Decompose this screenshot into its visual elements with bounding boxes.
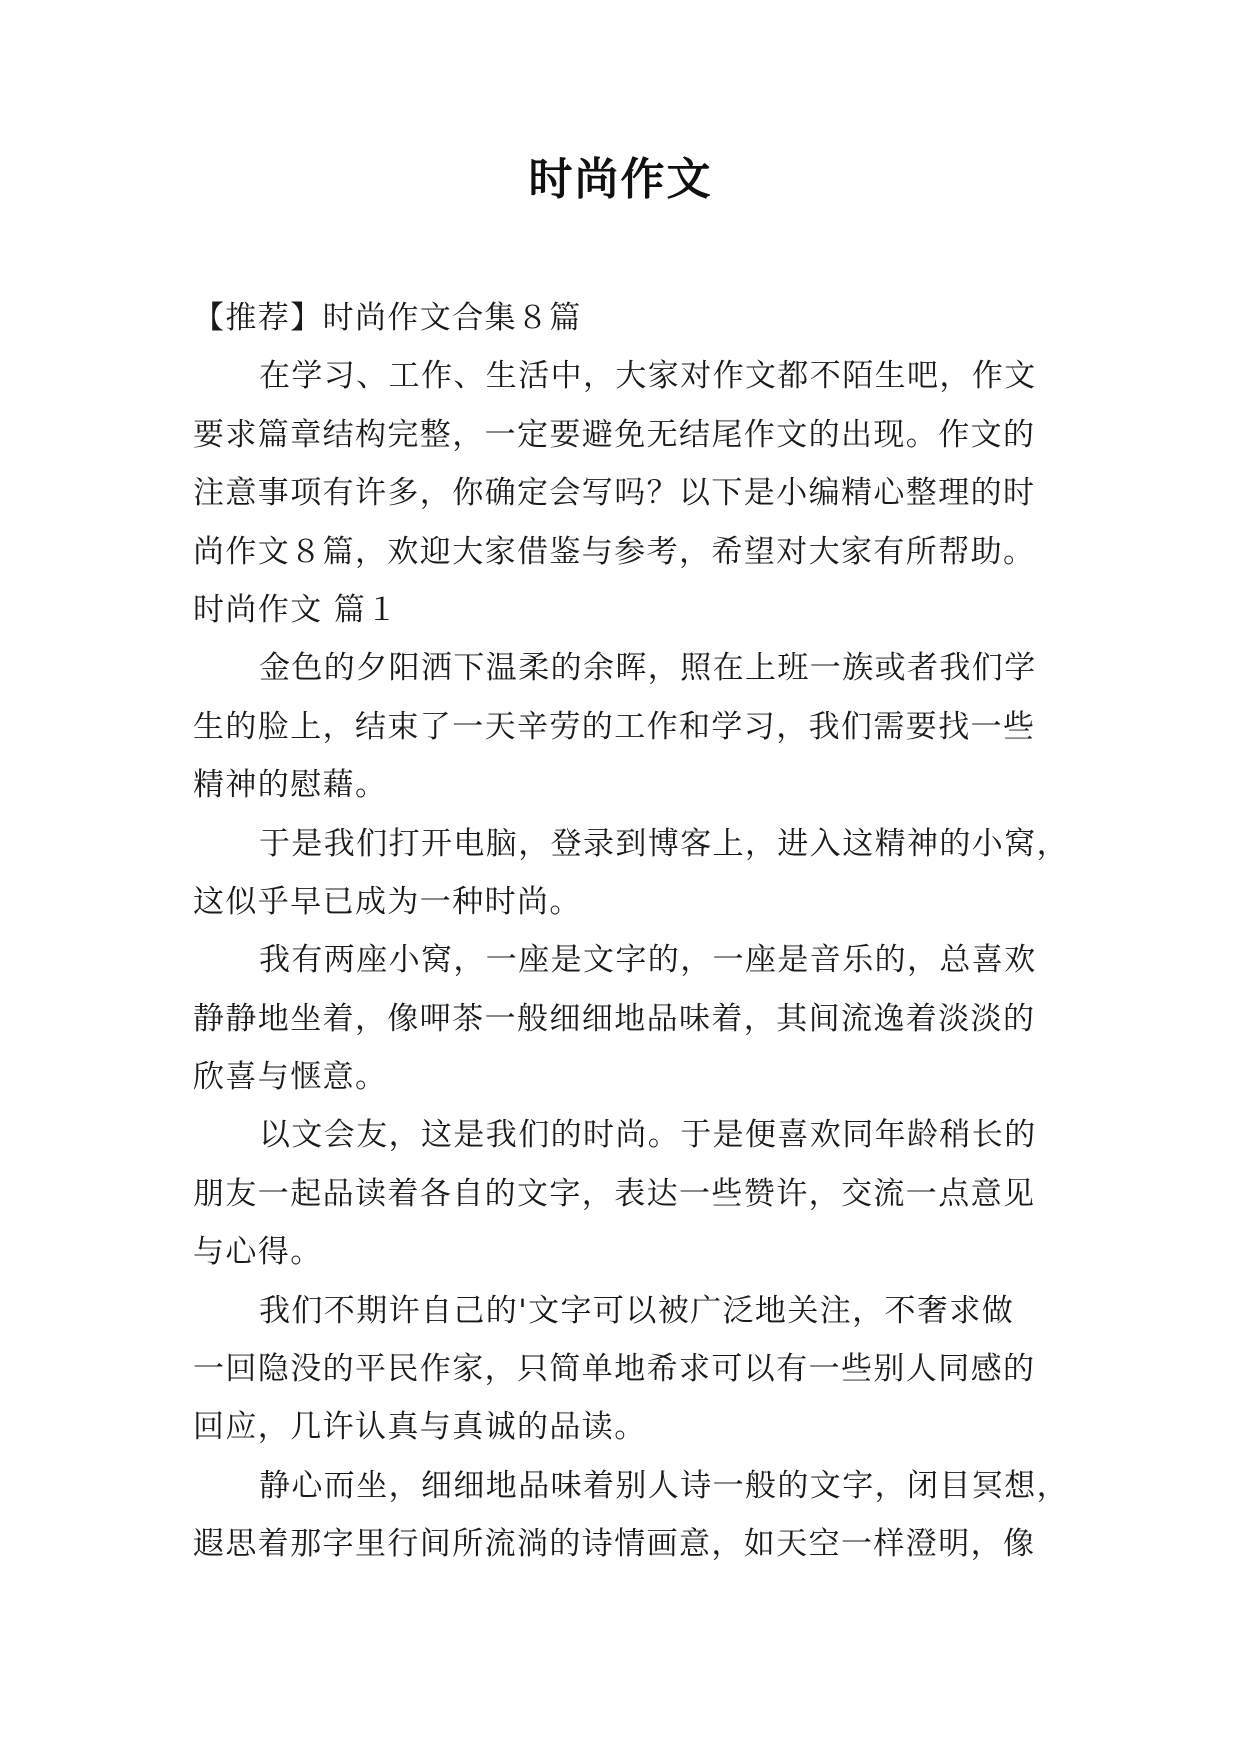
text-line: 注意事项有许多，你确定会写吗？以下是小编精心整理的时 [193, 475, 1036, 512]
text-line: 与心得。 [193, 1234, 323, 1271]
document-title: 时尚作文 [528, 154, 713, 205]
text-line: 静静地坐着，像呷茶一般细细地品味着，其间流逸着淡淡的 [193, 1000, 1036, 1037]
text-line: 一回隐没的平民作家，只简单地希求可以有一些别人同感的 [193, 1351, 1036, 1388]
text-line: 生的脸上，结束了一天辛劳的工作和学习，我们需要找一些 [193, 708, 1036, 745]
text-line: 精神的慰藉。 [193, 767, 388, 804]
text-line: 欣喜与惬意。 [193, 1059, 388, 1096]
text-line: 尚作文８篇，欢迎大家借鉴与参考，希望对大家有所帮助。 [193, 533, 1036, 570]
text-line: 静心而坐，细细地品味着别人诗一般的文字，闭目冥想， [259, 1467, 1069, 1504]
text-line: 于是我们打开电脑，登录到博客上，进入这精神的小窝， [259, 825, 1069, 862]
text-line: 朋友一起品读着各自的文字，表达一些赞许，交流一点意见 [193, 1175, 1036, 1212]
text-line: 时尚作文 篇１ [193, 591, 399, 628]
text-line: 【推荐】时尚作文合集８篇 [193, 300, 582, 336]
text-line: 我有两座小窝，一座是文字的，一座是音乐的，总喜欢 [259, 942, 1037, 979]
text-line: 要求篇章结构完整，一定要避免无结尾作文的出现。作文的 [193, 416, 1036, 453]
text-line: 遐思着那字里行间所流淌的诗情画意，如天空一样澄明，像 [193, 1526, 1036, 1563]
text-line: 以文会友，这是我们的时尚。于是便喜欢同年龄稍长的 [259, 1117, 1037, 1154]
text-line: 金色的夕阳洒下温柔的余晖，照在上班一族或者我们学 [259, 650, 1037, 687]
text-line: 在学习、工作、生活中，大家对作文都不陌生吧，作文 [259, 358, 1037, 395]
text-line: 我们不期许自己的'文字可以被广泛地关注，不奢求做 [259, 1292, 1015, 1329]
text-line: 回应，几许认真与真诚的品读。 [193, 1409, 647, 1446]
text-line: 这似乎早已成为一种时尚。 [193, 883, 582, 920]
document-body [193, 289, 1073, 1574]
